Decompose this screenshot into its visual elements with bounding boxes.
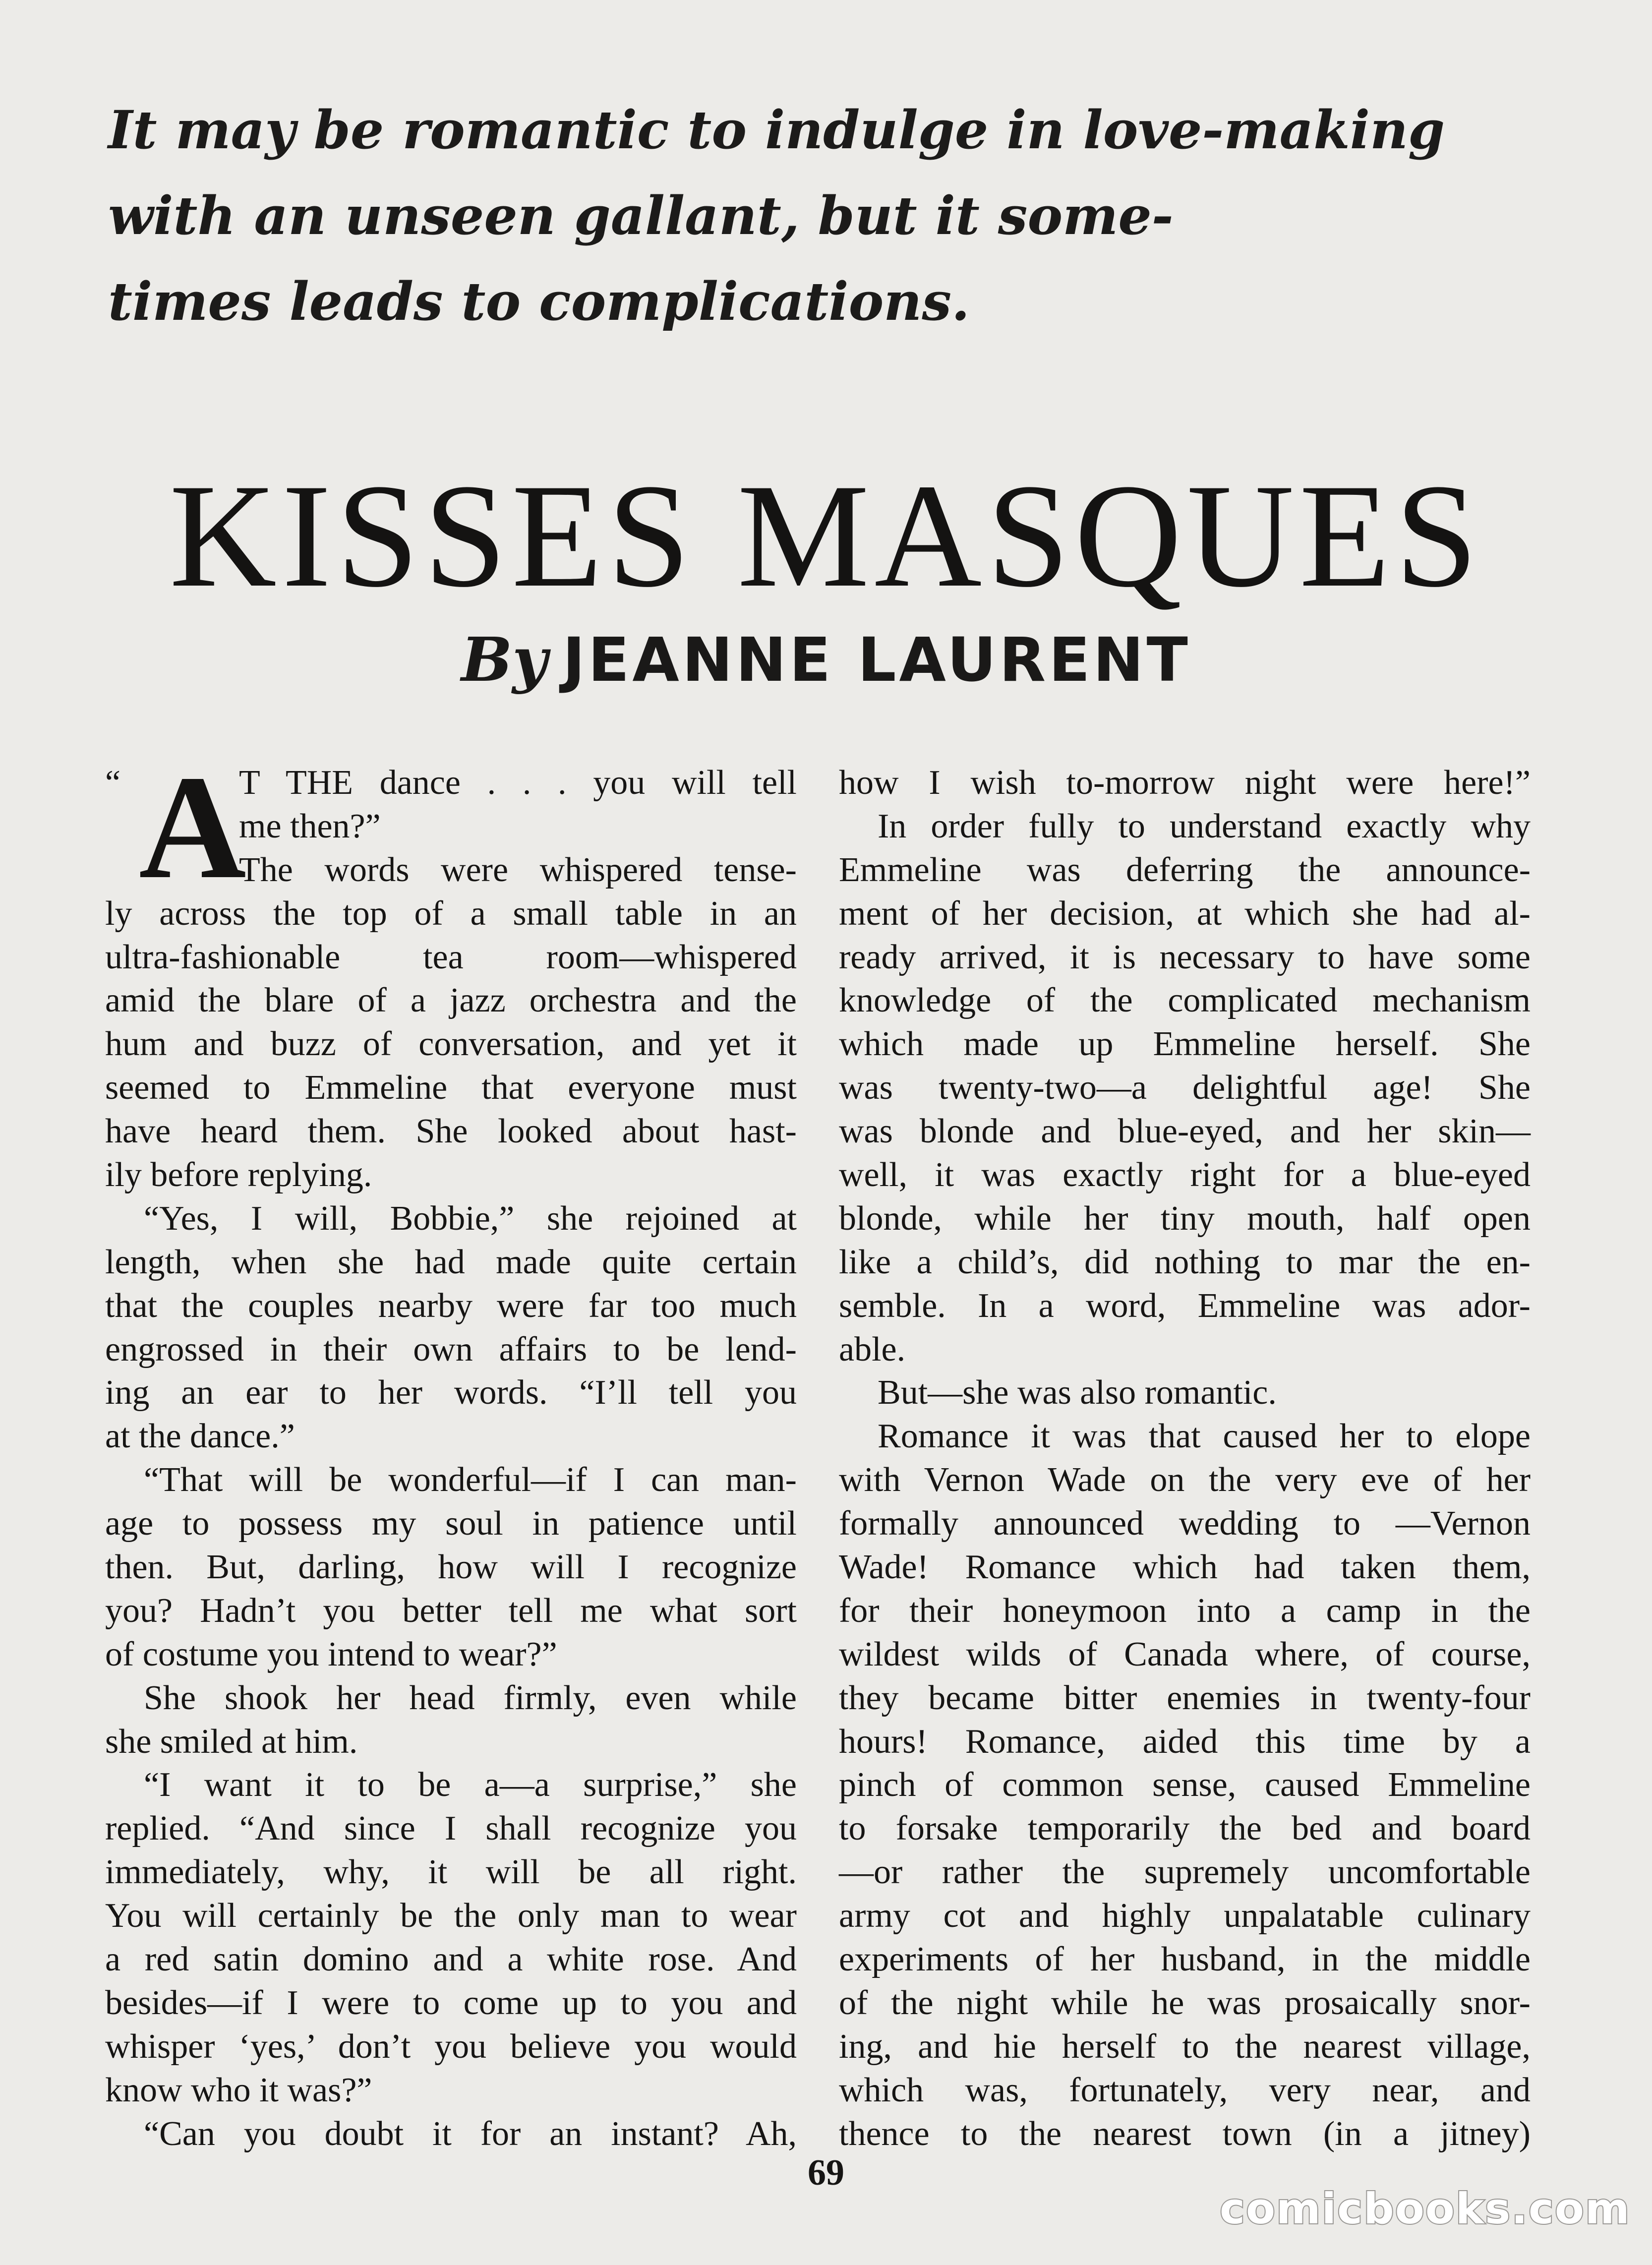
- text-line: which was, fortunately, very near, and: [839, 2071, 1531, 2109]
- text-line: for their honeymoon into a camp in the: [839, 1591, 1531, 1630]
- text-line: that the couples nearby were far too much: [105, 1286, 797, 1325]
- text-line: with Vernon Wade on the very eve of her: [839, 1461, 1531, 1499]
- text-line: was blonde and blue-eyed, and her skin—: [839, 1112, 1531, 1151]
- text-line: hours! Romance, aided this time by a: [839, 1722, 1531, 1761]
- text-line: seemed to Emmeline that everyone must: [105, 1069, 797, 1107]
- text-line: how I wish to-morrow night were here!”: [839, 764, 1531, 802]
- text-line: length, when she had made quite certain: [105, 1243, 797, 1281]
- text-line: —or rather the supremely uncomfortable: [839, 1853, 1531, 1892]
- text-line: immediately, why, it will be all right.: [105, 1853, 797, 1892]
- text-line: She shook her head firmly, even while: [144, 1678, 797, 1717]
- text-line: replied. “And since I shall recognize you: [105, 1809, 797, 1848]
- text-line: “I want it to be a—a surprise,” she: [144, 1766, 797, 1804]
- text-line: then. But, darling, how will I recognize: [105, 1548, 797, 1587]
- text-line: ready arrived, it is necessary to have some: [839, 938, 1531, 976]
- text-line: you? Hadn’t you better tell me what sort: [105, 1591, 797, 1630]
- text-line: But—she was also romantic.: [878, 1373, 1277, 1412]
- text-line: they became bitter enemies in twenty-four: [839, 1678, 1531, 1717]
- text-line: You will certainly be the only man to wear: [105, 1897, 797, 1935]
- text-line: which made up Emmeline herself. She: [839, 1025, 1531, 1064]
- text-line: wildest wilds of Canada where, of course,: [839, 1635, 1531, 1673]
- text-line: semble. In a word, Emmeline was ador-: [839, 1286, 1531, 1325]
- text-line: to forsake temporarily the bed and board: [839, 1809, 1531, 1848]
- text-line: she smiled at him.: [105, 1722, 358, 1761]
- story-title: KISSES MASQUES: [169, 453, 1483, 618]
- text-line: “Yes, I will, Bobbie,” she rejoined at: [144, 1199, 797, 1238]
- text-line: engrossed in their own affairs to be lend-: [105, 1330, 797, 1369]
- text-line: In order fully to understand exactly why: [878, 807, 1531, 845]
- text-line: blonde, while her tiny mouth, half open: [839, 1199, 1531, 1238]
- text-line: of costume you intend to wear?”: [105, 1635, 557, 1673]
- text-line: “Can you doubt it for an instant? Ah,: [144, 2114, 797, 2153]
- text-column-left: [105, 745, 797, 2156]
- text-line: pinch of common sense, caused Emmeline: [839, 1766, 1531, 1804]
- text-line: Wade! Romance which had taken them,: [839, 1548, 1531, 1587]
- text-line: “That will be wonderful—if I can man-: [144, 1461, 797, 1499]
- intro-line: with an unseen gallant, but it some-: [108, 184, 1174, 246]
- text-line: besides—if I were to come up to you and: [105, 1983, 797, 2022]
- intro-line: It may be romantic to indulge in love-making: [108, 99, 1445, 161]
- text-line: well, it was exactly right for a blue-eyed: [839, 1156, 1531, 1194]
- text-line: like a child’s, did nothing to mar the en-: [839, 1243, 1531, 1281]
- drop-cap: A: [139, 745, 246, 909]
- text-line: army cot and highly unpalatable culinary: [839, 1897, 1531, 1935]
- text-line: Romance it was that caused her to elope: [878, 1417, 1531, 1456]
- text-line: hum and buzz of conversation, and yet it: [105, 1025, 797, 1064]
- text-line: amid the blare of a jazz orchestra and the: [105, 981, 797, 1020]
- text-line: knowledge of the complicated mechanism: [839, 981, 1531, 1020]
- text-line: know who it was?”: [105, 2071, 372, 2109]
- text-line: experiments of her husband, in the middle: [839, 1940, 1531, 1979]
- text-line: Emmeline was deferring the announce-: [839, 850, 1531, 889]
- text-column-right: [839, 761, 1531, 2156]
- text-line: ultra-fashionable tea room—whispered: [105, 938, 797, 976]
- text-line: able.: [839, 1330, 906, 1369]
- text-line: have heard them. She looked about hast-: [105, 1112, 797, 1151]
- intro-line: times leads to complications.: [108, 270, 970, 332]
- text-line: was twenty-two—a delightful age! She: [839, 1069, 1531, 1107]
- text-line: T THE dance . . . you will tell: [239, 764, 797, 802]
- text-line: me then?”: [239, 807, 381, 845]
- intro-blurb: [108, 87, 1445, 344]
- text-line: ing an ear to her words. “I’ll tell you: [105, 1373, 797, 1412]
- opening-quote: “: [105, 764, 121, 802]
- text-line: whisper ‘yes,’ don’t you believe you would: [105, 2027, 797, 2066]
- text-line: a red satin domino and a white rose. And: [105, 1940, 797, 1979]
- text-line: ly across the top of a small table in an: [105, 894, 797, 933]
- text-line: ily before replying.: [105, 1156, 372, 1194]
- byline-by: By: [461, 624, 548, 695]
- byline-author: JEANNE LAURENT: [562, 625, 1191, 695]
- text-line: thence to the nearest town (in a jitney): [839, 2114, 1531, 2153]
- byline: [0, 620, 1652, 701]
- text-line: The words were whispered tense-: [239, 850, 797, 889]
- text-line: at the dance.”: [105, 1417, 295, 1456]
- page-number: 69: [808, 2152, 844, 2193]
- text-line: age to possess my soul in patience until: [105, 1504, 797, 1543]
- text-line: of the night while he was prosaically snor-: [839, 1983, 1531, 2022]
- text-line: ment of her decision, at which she had al-: [839, 894, 1531, 933]
- text-line: formally announced wedding to —Vernon: [839, 1504, 1531, 1543]
- watermark-logo: comicbooks.com: [1220, 2184, 1631, 2234]
- text-line: ing, and hie herself to the nearest village,: [839, 2027, 1531, 2066]
